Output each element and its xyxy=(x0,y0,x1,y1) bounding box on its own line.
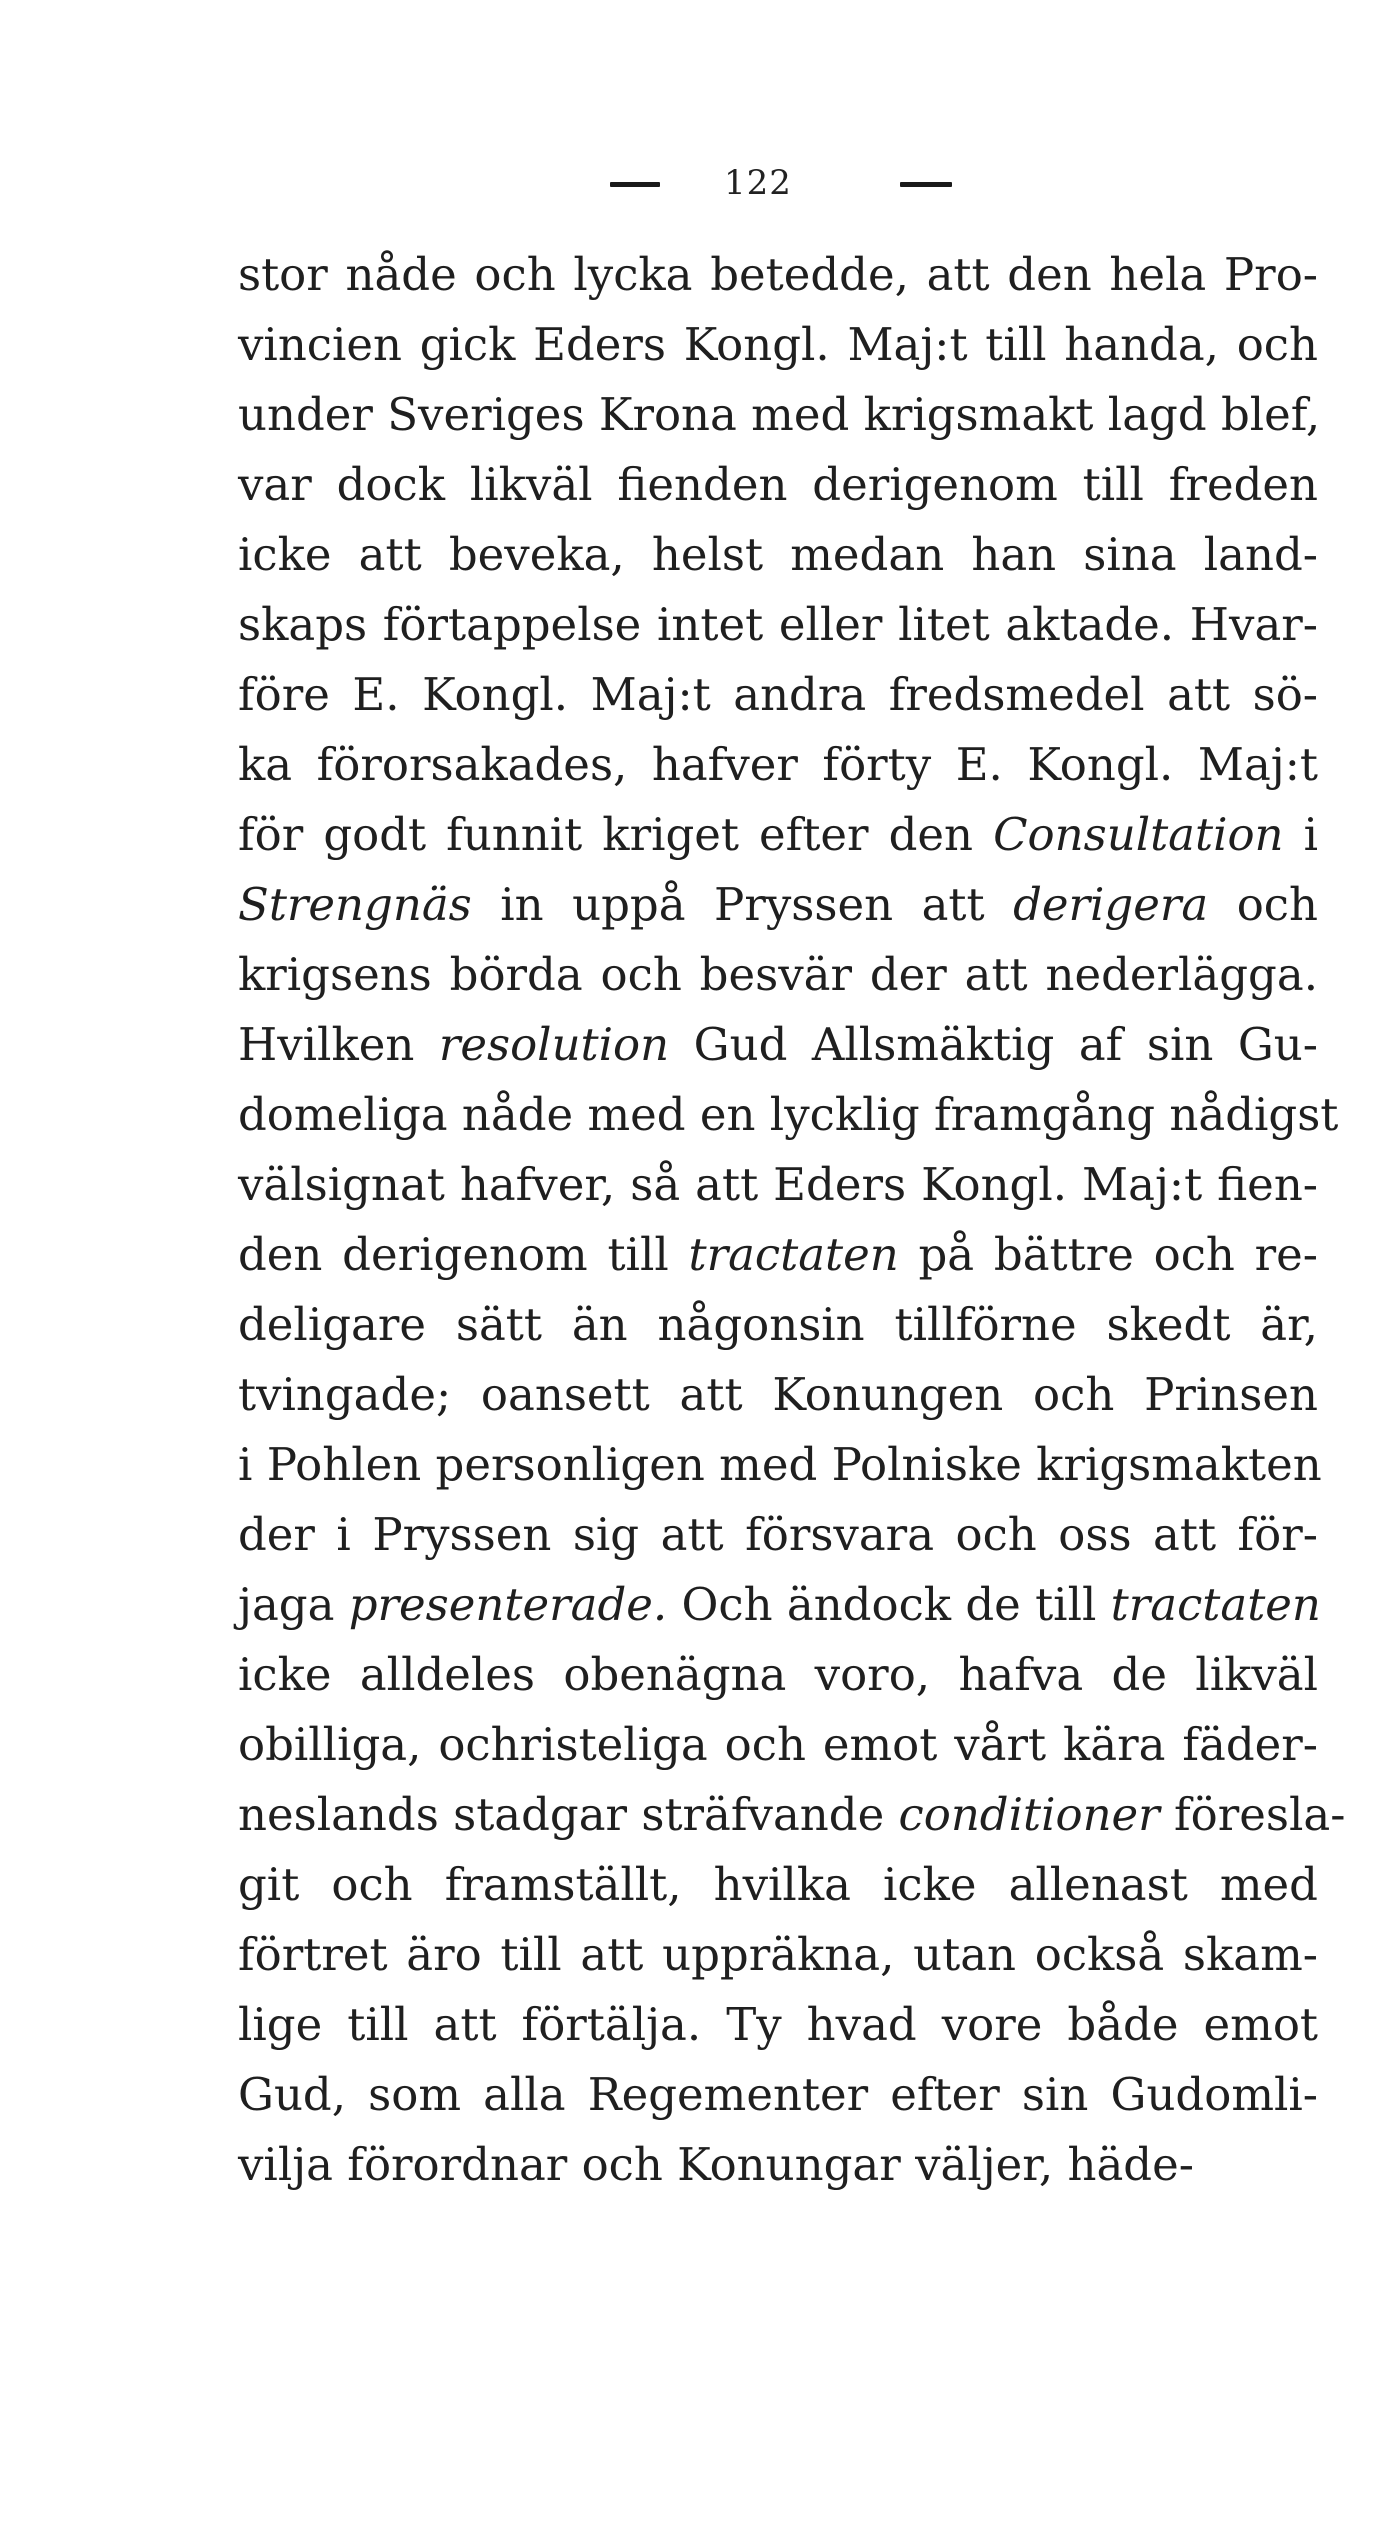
text-line: i Pohlen personligen med Polniske krigsmakten xyxy=(238,1438,1322,1491)
text-line: före E. Kongl. Maj:t andra fredsmedel att sö- xyxy=(238,668,1318,721)
text-line: välsignat hafver, så att Eders Kongl. Maj:t fien- xyxy=(238,1158,1318,1211)
text-line: för godt funnit kriget efter den Consultation i xyxy=(238,808,1318,861)
header-rule-left xyxy=(610,182,660,187)
italic-phrase: conditioner xyxy=(898,1788,1160,1841)
text-line: neslands stadgar sträfvande conditioner föresla- xyxy=(238,1788,1346,1841)
text-line: vincien gick Eders Kongl. Maj:t till handa, och xyxy=(238,318,1318,371)
text-line: obilliga, ochristeliga och emot vårt kära fäder- xyxy=(238,1718,1318,1771)
text-line: icke att beveka, helst medan han sina land- xyxy=(238,528,1318,581)
text-line: Hvilken resolution Gud Allsmäktig af sin Gu- xyxy=(238,1018,1318,1071)
text-line: förtret äro till att uppräkna, utan också skam- xyxy=(238,1928,1318,1981)
text-line: der i Pryssen sig att försvara och oss att för- xyxy=(238,1508,1318,1561)
text-line: git och framställt, hvilka icke allenast med xyxy=(238,1858,1318,1911)
text-line: krigsens börda och besvär der att nederlägga. xyxy=(238,948,1318,1001)
italic-phrase: presenterade. xyxy=(348,1578,668,1631)
text-line: tvingade; oansett att Konungen och Prinsen xyxy=(238,1368,1318,1421)
text-line: var dock likväl fienden derigenom till freden xyxy=(238,458,1318,511)
italic-phrase: derigera xyxy=(1013,878,1209,931)
header-rule-right xyxy=(900,182,952,187)
text-line: ka förorsakades, hafver förty E. Kongl. Maj:t xyxy=(238,738,1318,791)
italic-phrase: tractaten xyxy=(688,1228,899,1281)
text-line: den derigenom till tractaten på bättre och re- xyxy=(238,1228,1318,1281)
italic-phrase: resolution xyxy=(438,1018,670,1071)
text-line: domeliga nåde med en lycklig framgång nådigst xyxy=(238,1088,1339,1141)
text-line: stor nåde och lycka betedde, att den hela Pro- xyxy=(238,248,1318,301)
text-line: deligare sätt än någonsin tillförne skedt är, xyxy=(238,1298,1318,1351)
body-text xyxy=(238,240,1346,2200)
text-line: Gud, som alla Regementer efter sin Gudomli- xyxy=(238,2068,1318,2121)
italic-phrase: Consultation xyxy=(993,808,1284,861)
text-line: jaga presenterade. Och ändock de till tractaten xyxy=(238,1578,1321,1631)
text-line: skaps förtappelse intet eller litet aktade. Hvar- xyxy=(238,598,1318,651)
page-number: 122 xyxy=(724,163,792,203)
page-header xyxy=(0,163,1400,203)
text-line: lige till att förtälja. Ty hvad vore både emot xyxy=(238,1998,1318,2051)
italic-phrase: Strengnäs xyxy=(238,878,472,931)
text-line: icke alldeles obenägna voro, hafva de likväl xyxy=(238,1648,1318,1701)
italic-phrase: tractaten xyxy=(1110,1578,1321,1631)
text-line: Strengnäs in uppå Pryssen att derigera och xyxy=(238,878,1318,931)
text-line: under Sveriges Krona med krigsmakt lagd blef, xyxy=(238,388,1321,441)
text-line: vilja förordnar och Konungar väljer, häde- xyxy=(238,2138,1194,2191)
